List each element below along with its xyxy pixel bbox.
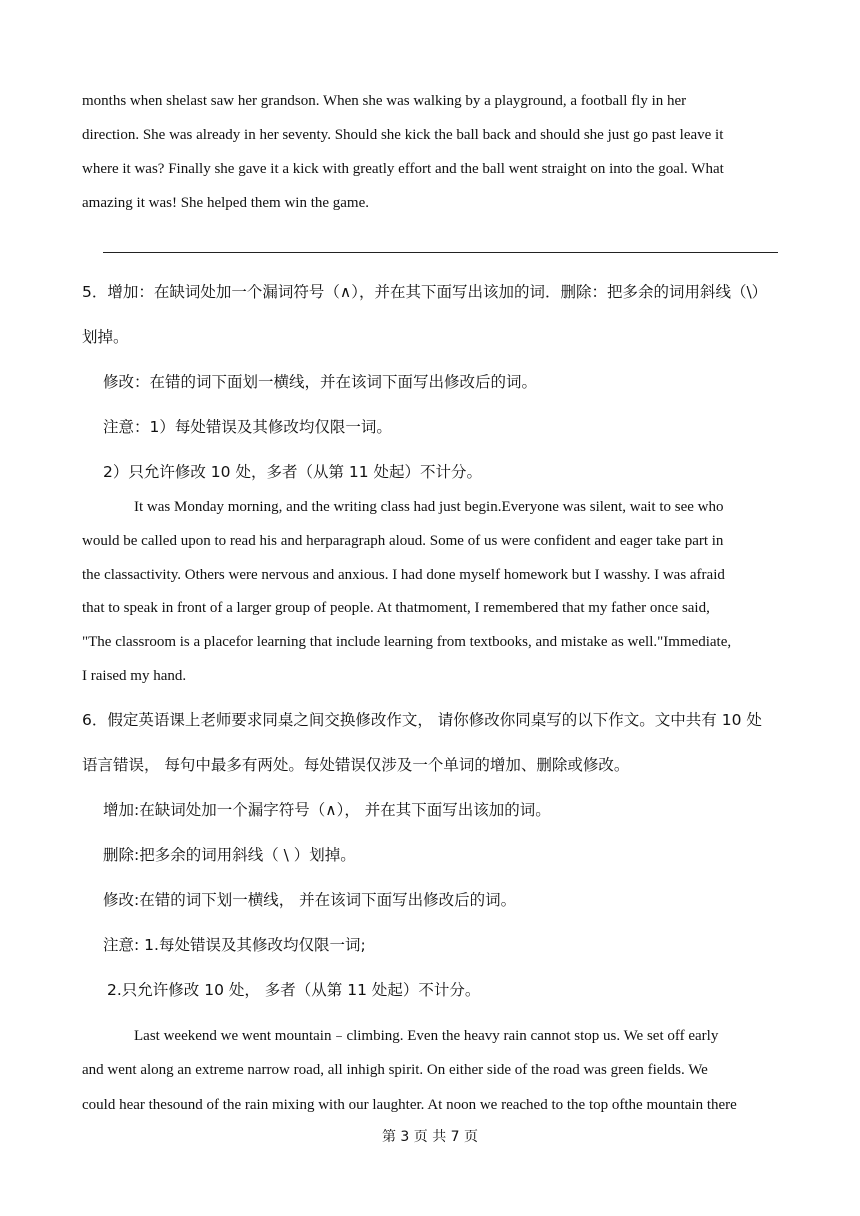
q5-instruction: 5．增加：在缺词处加一个漏词符号（∧），并在其下面写出该加的词．删除：把多余的词用斜线（\） bbox=[82, 283, 768, 301]
q6-instruction: 修改:在错的词下划一横线， 并在该词下面写出修改后的词。 bbox=[103, 891, 517, 909]
q6-instruction: 语言错误， 每句中最多有两处。每处错误仅涉及一个单词的增加、删除或修改。 bbox=[82, 756, 630, 774]
passage-line: would be called upon to read his and herparagraph aloud. Some of us were confident and eager take part in bbox=[82, 533, 724, 549]
passage-line: "The classroom is a placefor learning that include learning from textbooks, and mistake as well."Immediate, bbox=[82, 634, 732, 650]
passage-line: Last weekend we went mountain﹣climbing. Even the heavy rain cannot stop us. We set off early bbox=[134, 1028, 719, 1044]
q6-instruction: 增加:在缺词处加一个漏字符号（∧）， 并在其下面写出该加的词。 bbox=[103, 801, 551, 819]
passage-line: It was Monday morning, and the writing class had just begin.Everyone was silent, wait to see who bbox=[134, 499, 724, 515]
passage-line: where it was? Finally she gave it a kick with greatly effort and the ball went straight on into the goal. What bbox=[82, 161, 724, 177]
q6-instruction: 删除:把多余的词用斜线（ \ ）划掉。 bbox=[103, 846, 356, 864]
q6-instruction: 注意: 1.每处错误及其修改均仅限一词; bbox=[103, 936, 366, 954]
passage-line: and went along an extreme narrow road, all inhigh spirit. On either side of the road was green fields. We bbox=[82, 1062, 708, 1078]
passage-line: amazing it was! She helped them win the game. bbox=[82, 195, 369, 211]
q5-instruction: 划掉。 bbox=[82, 328, 129, 346]
passage-line: the classactivity. Others were nervous and anxious. I had done myself homework but I wasshy. I was afraid bbox=[82, 567, 725, 583]
page-number: 第 3 页 共 7 页 bbox=[381, 1129, 479, 1145]
q5-instruction: 注意：1）每处错误及其修改均仅限一词。 bbox=[103, 418, 392, 436]
passage-line: direction. She was already in her seventy. Should she kick the ball back and should she just go past leave it bbox=[82, 127, 724, 143]
q6-instruction: 6．假定英语课上老师要求同桌之间交换修改作文， 请你修改你同桌写的以下作文。文中共有 10 处 bbox=[82, 711, 762, 729]
q6-instruction: 2.只允许修改 10 处， 多者（从第 11 处起）不计分。 bbox=[107, 981, 481, 999]
passage-line: months when shelast saw her grandson. When she was walking by a playground, a football fly in her bbox=[82, 93, 687, 109]
passage-line: I raised my hand. bbox=[82, 668, 187, 684]
q5-instruction: 2）只允许修改 10 处，多者（从第 11 处起）不计分。 bbox=[103, 463, 483, 481]
q5-instruction: 修改：在错的词下面划一横线，并在该词下面写出修改后的词。 bbox=[103, 373, 538, 391]
passage-line: could hear thesound of the rain mixing with our laughter. At noon we reached to the top ofthe mountain there bbox=[82, 1097, 737, 1113]
passage-line: that to speak in front of a larger group of people. At thatmoment, I remembered that my father once said, bbox=[82, 600, 710, 616]
answer-line bbox=[103, 252, 778, 253]
